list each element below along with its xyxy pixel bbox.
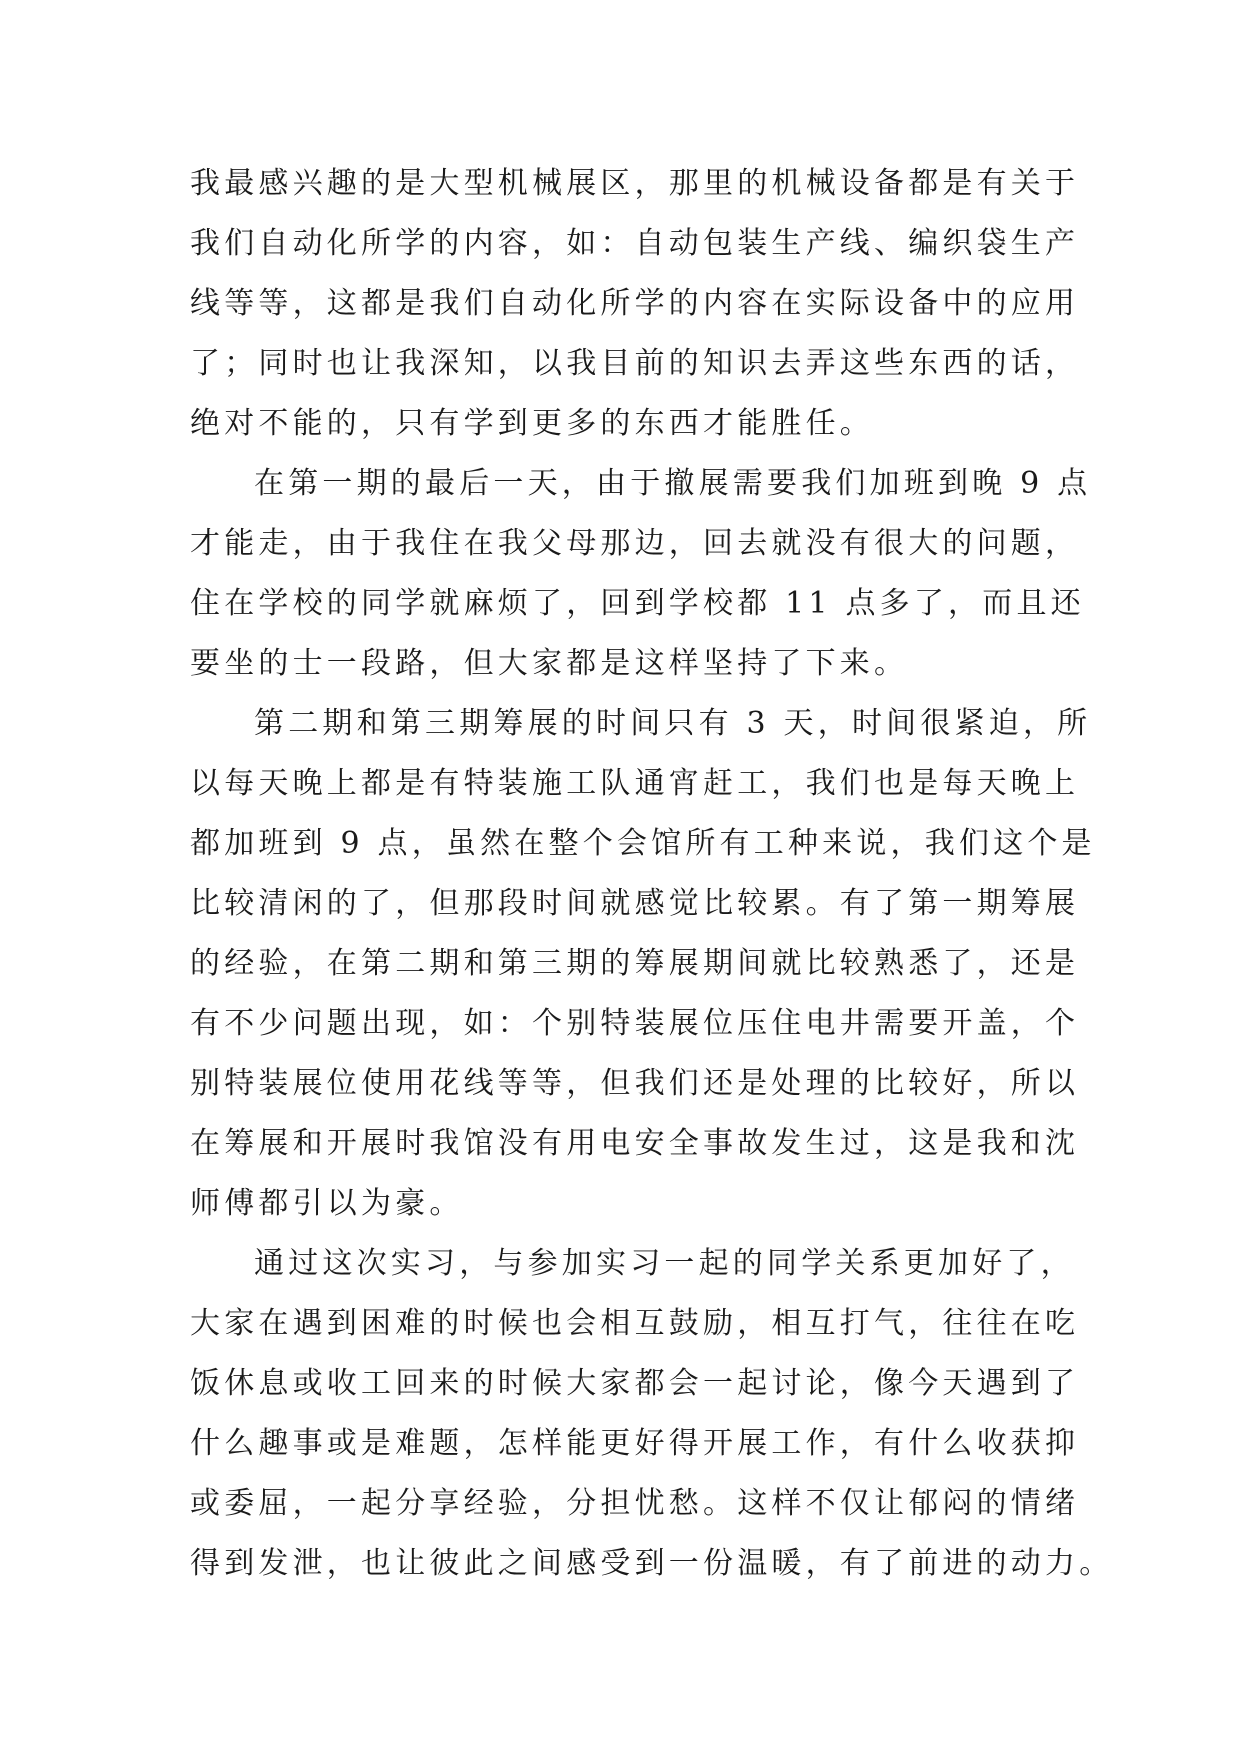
- text-line: 我最感兴趣的是大型机械展区，那里的机械设备都是有关于: [190, 166, 1080, 201]
- paragraph-3: [190, 694, 1096, 1234]
- text-line: 以每天晚上都是有特装施工队通宵赶工，我们也是每天晚上: [190, 766, 1080, 801]
- body-text: [190, 154, 1114, 1594]
- text-line: 才能走，由于我住在我父母那边，回去就没有很大的问题，: [190, 526, 1080, 561]
- text-line: 通过这次实习，与参加实习一起的同学关系更加好了，: [254, 1246, 1075, 1281]
- text-line: 比较清闲的了，但那段时间就感觉比较累。有了第一期筹展: [190, 886, 1080, 921]
- text-line: 师傅都引以为豪。: [190, 1186, 464, 1221]
- text-line: 有不少问题出现，如：个别特装展位压住电井需要开盖，个: [190, 1006, 1080, 1041]
- paragraph-2: [190, 454, 1092, 694]
- paragraph-4: [190, 1234, 1114, 1594]
- text-line: 饭休息或收工回来的时候大家都会一起讨论，像今天遇到了: [190, 1366, 1080, 1401]
- text-line: 什么趣事或是难题，怎样能更好得开展工作，有什么收获抑: [190, 1426, 1080, 1461]
- text-line: 住在学校的同学就麻烦了，回到学校都 11 点多了，而且还: [190, 586, 1085, 621]
- text-line: 大家在遇到困难的时候也会相互鼓励，相互打气，往往在吃: [190, 1306, 1080, 1341]
- text-line: 第二期和第三期筹展的时间只有 3 天，时间很紧迫，所: [254, 706, 1092, 741]
- text-line: 线等等，这都是我们自动化所学的内容在实际设备中的应用: [190, 286, 1080, 321]
- text-line: 在第一期的最后一天，由于撤展需要我们加班到晚 9 点: [254, 466, 1092, 501]
- text-line: 要坐的士一段路，但大家都是这样坚持了下来。: [190, 646, 909, 681]
- text-line: 或委屈，一起分享经验，分担忧愁。这样不仅让郁闷的情绪: [190, 1486, 1080, 1521]
- text-line: 在筹展和开展时我馆没有用电安全事故发生过，这是我和沈: [190, 1126, 1080, 1161]
- text-line: 别特装展位使用花线等等，但我们还是处理的比较好，所以: [190, 1066, 1080, 1101]
- text-line: 都加班到 9 点，虽然在整个会馆所有工种来说，我们这个是: [190, 826, 1096, 861]
- text-line: 得到发泄，也让彼此之间感受到一份温暖，有了前进的动力。: [190, 1546, 1114, 1581]
- text-line: 绝对不能的，只有学到更多的东西才能胜任。: [190, 406, 874, 441]
- text-line: 的经验，在第二期和第三期的筹展期间就比较熟悉了，还是: [190, 946, 1080, 981]
- text-line: 我们自动化所学的内容，如：自动包装生产线、编织袋生产: [190, 226, 1080, 261]
- paragraph-1: [190, 154, 1080, 454]
- text-line: 了；同时也让我深知，以我目前的知识去弄这些东西的话，: [190, 346, 1080, 381]
